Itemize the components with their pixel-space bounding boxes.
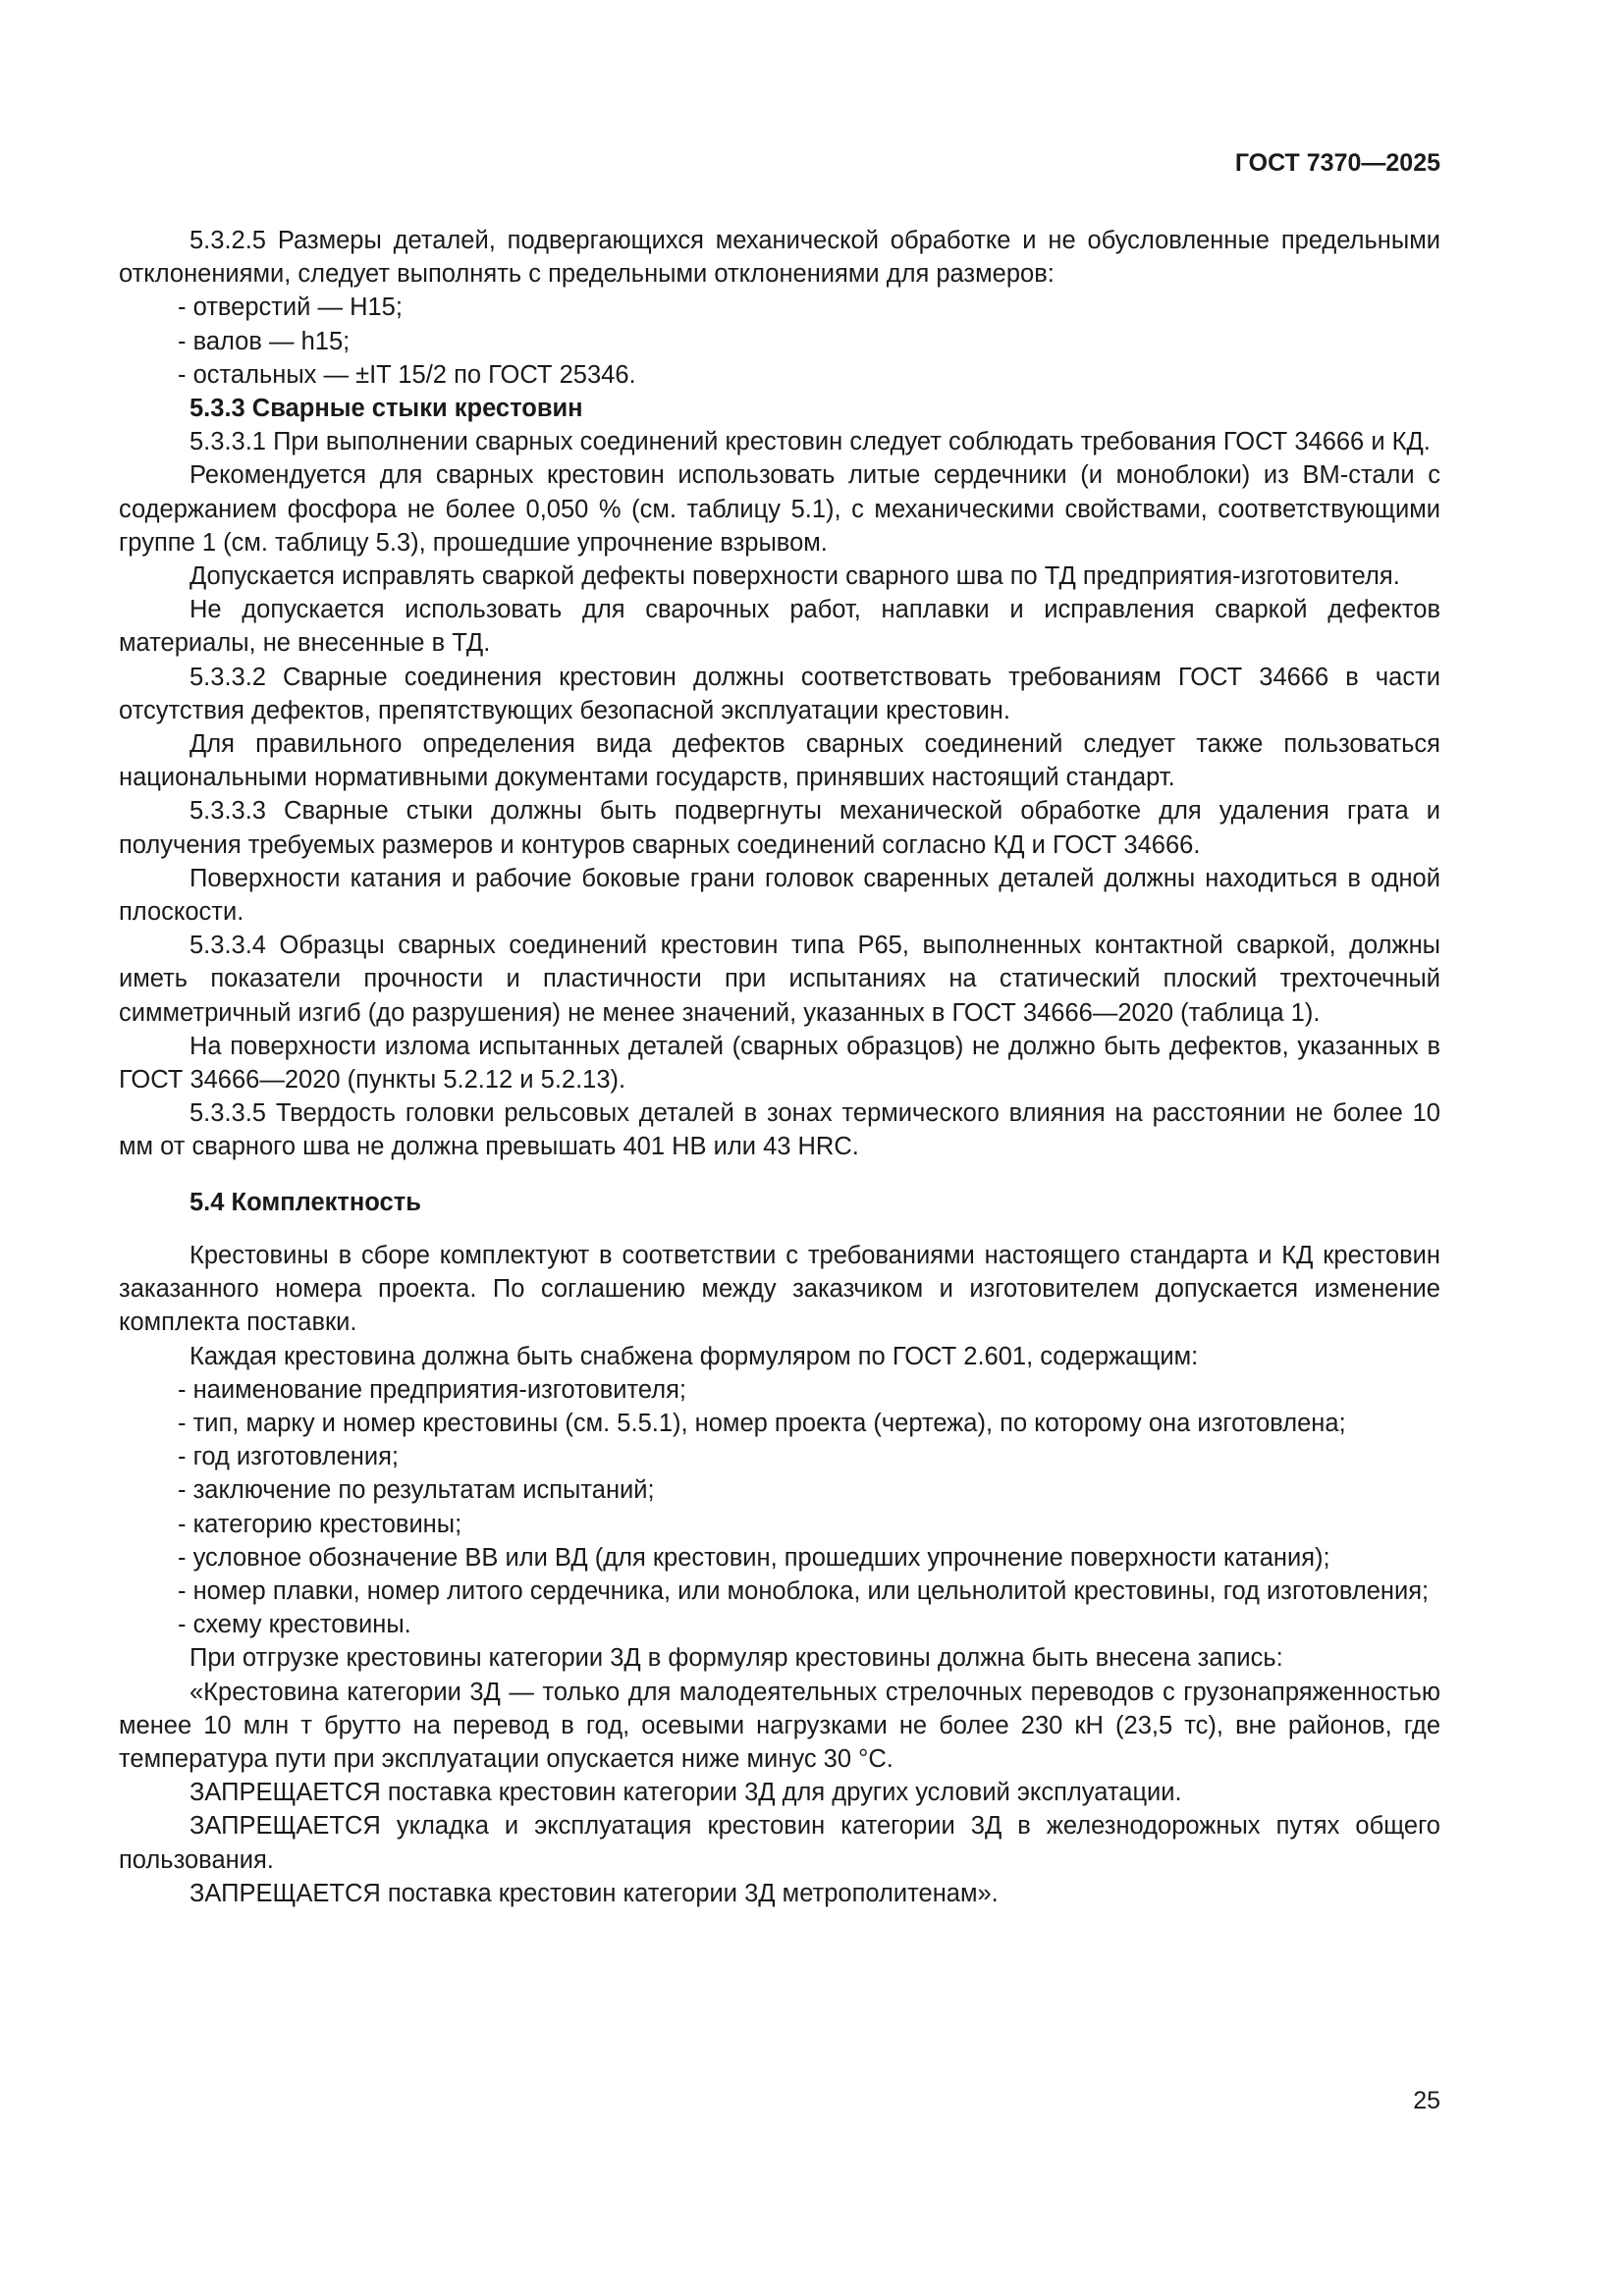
paragraph: Поверхности катания и рабочие боковые грани головок сваренных деталей должны находиться в одной плоскости. — [119, 864, 1440, 927]
list-item: - наименование предприятия-изготовителя; — [178, 1375, 687, 1404]
paragraph: 5.3.3.4 Образцы сварных соединений крестовин типа Р65, выполненных контактной сваркой, должны иметь показатели прочности и пластичности при испытаниях на статический плоский трехточечный симметричный изгиб (до разрушения) не менее значений, указанных в ГОСТ 34666—2020 (таблица 1). — [119, 932, 1440, 1027]
paragraph: 5.3.3.1 При выполнении сварных соединений крестовин следует соблюдать требования ГОСТ 34666 и КД. — [189, 428, 1431, 456]
paragraph: Не допускается использовать для сварочных работ, наплавки и исправления сваркой дефектов материалы, не внесенные в ТД. — [119, 596, 1440, 658]
list-item: - отверстий — Н15; — [178, 294, 403, 322]
paragraph: ЗАПРЕЩАЕТСЯ поставка крестовин категории 3Д метрополитенам». — [189, 1879, 999, 1907]
paragraph: Каждая крестовина должна быть снабжена формуляром по ГОСТ 2.601, содержащим: — [189, 1342, 1199, 1370]
list-item: - условное обозначение ВВ или ВД (для крестовин, прошедших упрочнение поверхности катания); — [178, 1543, 1330, 1572]
paragraph: 5.3.3.3 Сварные стыки должны быть подвергнуты механической обработке для удаления грата и получения требуемых размеров и контуров сварных соединений согласно КД и ГОСТ 34666. — [119, 797, 1440, 859]
paragraph: Допускается исправлять сваркой дефекты поверхности сварного шва по ТД предприятия-изготовителя. — [189, 562, 1400, 591]
paragraph: Рекомендуется для сварных крестовин использовать литые сердечники (и моноблоки) из ВМ-стали с содержанием фосфора не более 0,050 % (см. таблицу 5.1), с механическими свойствами, соответствующими группе 1 (см. таблицу 5.3), прошедшие упрочнение взрывом. — [119, 461, 1440, 557]
paragraph: 5.3.3.2 Сварные соединения крестовин должны соответствовать требованиям ГОСТ 34666 в части отсутствия дефектов, препятствующих безопасной эксплуатации крестовин. — [119, 663, 1440, 724]
paragraph: На поверхности излома испытанных деталей (сварных образцов) не должно быть дефектов, указанных в ГОСТ 34666—2020 (пункты 5.2.12 и 5.2.13). — [119, 1032, 1440, 1095]
paragraph: 5.3.3.5 Твердость головки рельсовых деталей в зонах термического влияния на расстоянии не более 10 мм от сварного шва не должна превышать 401 НВ или 43 HRC. — [119, 1099, 1440, 1161]
section-heading: 5.4 Комплектность — [189, 1188, 421, 1216]
paragraph: ЗАПРЕЩАЕТСЯ укладка и эксплуатация крестовин категории 3Д в железнодорожных путях общего пользования. — [119, 1812, 1440, 1874]
list-item: - схему крестовины. — [178, 1611, 411, 1639]
paragraph: 5.3.2.5 Размеры деталей, подвергающихся механической обработке и не обусловленные предельными отклонениями, следует выполнять с предельными отклонениями для размеров: — [119, 227, 1440, 289]
document-body — [119, 224, 1440, 1910]
paragraph: При отгрузке крестовины категории 3Д в формуляр крестовины должна быть внесена запись: — [189, 1644, 1283, 1673]
list-item: - категорию крестовины; — [178, 1510, 462, 1538]
list-item: - валов — h15; — [178, 327, 351, 355]
list-item: - тип, марку и номер крестовины (см. 5.5.1), номер проекта (чертежа), по которому она изготовлена; — [178, 1409, 1346, 1437]
section-heading: 5.3.3 Сварные стыки крестовин — [189, 395, 583, 423]
paragraph: Крестовины в сборе комплектуют в соответствии с требованиями настоящего стандарта и КД крестовин заказанного номера проекта. По соглашению между заказчиком и изготовителем допускается изменение комплекта поставки. — [119, 1241, 1440, 1337]
paragraph: ЗАПРЕЩАЕТСЯ поставка крестовин категории 3Д для других условий эксплуатации. — [189, 1779, 1182, 1807]
page-number: 25 — [1413, 2087, 1440, 2114]
list-item: - номер плавки, номер литого сердечника, или моноблока, или цельнолитой крестовины, год изготовления; — [178, 1576, 1430, 1605]
list-item: - заключение по результатам испытаний; — [178, 1476, 655, 1505]
document-id: ГОСТ 7370—2025 — [1234, 149, 1440, 177]
paragraph: «Крестовина категории 3Д — только для малодеятельных стрелочных переводов с грузонапряженностью менее 10 млн т брутто на перевод в год, осевыми нагрузками не более 230 кН (23,5 тс), вне районов, где температура пути при эксплуатации опускается ниже минус 30 °С. — [119, 1678, 1440, 1773]
list-item: - остальных — ±IT 15/2 по ГОСТ 25346. — [178, 360, 636, 389]
paragraph: Для правильного определения вида дефектов сварных соединений следует также пользоваться национальными нормативными документами государств, принявших настоящий стандарт. — [119, 730, 1440, 792]
list-item: - год изготовления; — [178, 1443, 400, 1471]
